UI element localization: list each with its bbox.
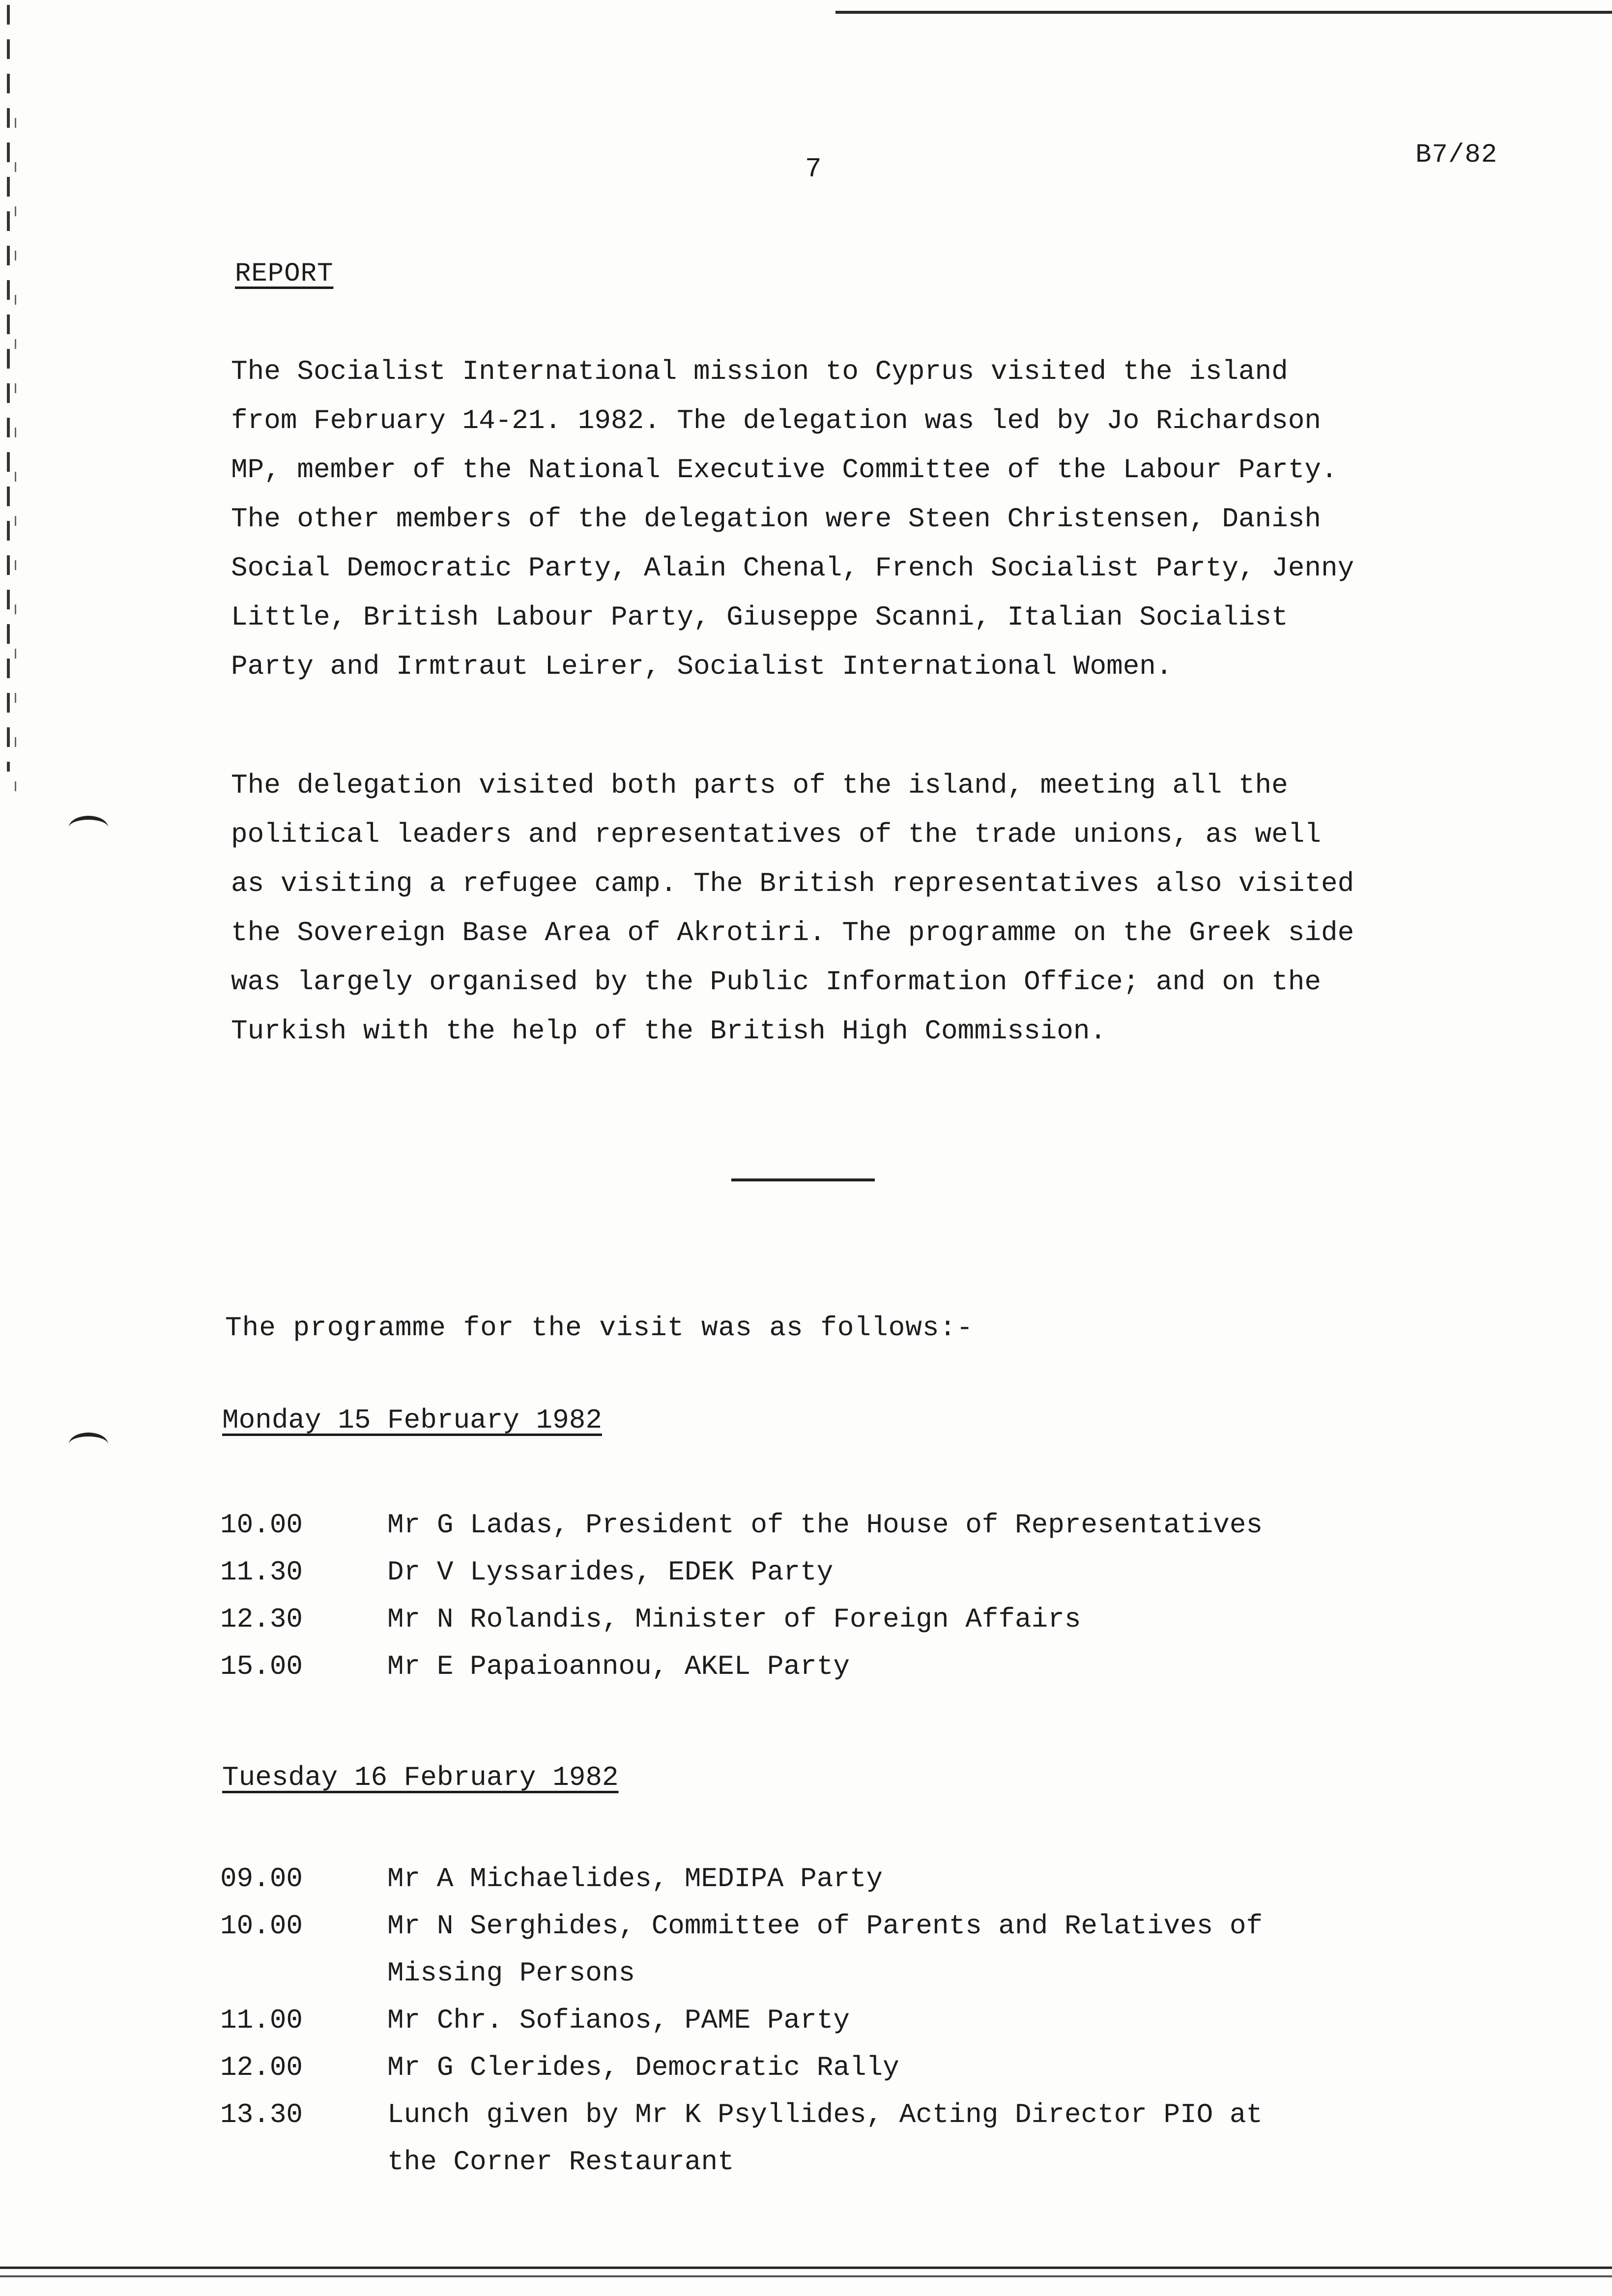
schedule-row — [220, 1643, 1498, 1690]
schedule-time: 11.00 — [220, 2005, 303, 2036]
schedule-time: 13.30 — [220, 2099, 303, 2130]
text-line: the Sovereign Base Area of Akrotiri. The programme on the Greek side — [231, 917, 1354, 948]
schedule-event — [387, 1596, 1081, 1643]
scan-edge-left — [7, 5, 10, 772]
event-line: the Corner Restaurant — [387, 2146, 734, 2178]
schedule-event — [387, 2044, 899, 2091]
scan-edge-left-inner — [15, 118, 16, 806]
day-title-tuesday: Tuesday 16 February 1982 — [222, 1762, 619, 1793]
event-line: Mr Chr. Sofianos, PAME Party — [387, 2005, 850, 2036]
schedule-time: 09.00 — [220, 1863, 303, 1894]
schedule-row — [220, 1997, 1498, 2044]
schedule-event — [387, 1997, 850, 2044]
event-line: Mr A Michaelides, MEDIPA Party — [387, 1863, 883, 1894]
schedule-row — [220, 2044, 1498, 2091]
schedule-time: 12.30 — [220, 1604, 303, 1635]
schedule-time: 12.00 — [220, 2052, 303, 2083]
paragraph-visit — [231, 761, 1430, 1056]
report-heading: REPORT — [235, 259, 334, 289]
schedule-row — [220, 1596, 1498, 1643]
paragraph-mission — [231, 347, 1430, 691]
schedule-event — [387, 2091, 1263, 2185]
punch-hole-mark — [69, 816, 108, 839]
scan-edge-bottom-inner — [0, 2275, 1612, 2277]
schedule-row — [220, 1855, 1498, 1902]
event-line: Missing Persons — [387, 1957, 635, 1989]
text-line: The delegation visited both parts of the island, meeting all the — [231, 770, 1288, 801]
page-number: 7 — [805, 153, 822, 185]
schedule-row — [220, 1902, 1498, 1997]
scan-edge-top — [835, 11, 1612, 14]
event-line: Mr N Serghides, Committee of Parents and Relatives of — [387, 1910, 1263, 1942]
event-line: Lunch given by Mr K Psyllides, Acting Director PIO at — [387, 2099, 1263, 2130]
text-line: Party and Irmtraut Leirer, Socialist International Women. — [231, 651, 1173, 682]
text-line: The other members of the delegation were Steen Christensen, Danish — [231, 503, 1321, 535]
schedule-row — [220, 2091, 1498, 2185]
schedule-time: 10.00 — [220, 1910, 303, 1942]
schedule-time: 15.00 — [220, 1651, 303, 1682]
document-reference: B7/82 — [1415, 140, 1498, 170]
text-line: was largely organised by the Public Information Office; and on the — [231, 966, 1321, 998]
schedule-event — [387, 1643, 850, 1690]
schedule-tuesday — [220, 1855, 1498, 2185]
schedule-time: 11.30 — [220, 1556, 303, 1588]
scan-edge-bottom — [0, 2267, 1612, 2269]
schedule-time: 10.00 — [220, 1509, 303, 1541]
text-line: Turkish with the help of the British High Commission. — [231, 1015, 1107, 1047]
schedule-monday — [220, 1501, 1498, 1690]
text-line: as visiting a refugee camp. The British representatives also visited — [231, 868, 1354, 899]
event-line: Mr E Papaioannou, AKEL Party — [387, 1651, 850, 1682]
text-line: The Socialist International mission to Cyprus visited the island — [231, 356, 1288, 387]
event-line: Mr G Clerides, Democratic Rally — [387, 2052, 899, 2083]
schedule-event — [387, 1902, 1263, 1997]
event-line: Mr N Rolandis, Minister of Foreign Affairs — [387, 1604, 1081, 1635]
event-line: Mr G Ladas, President of the House of Representatives — [387, 1509, 1263, 1541]
schedule-event — [387, 1501, 1263, 1549]
day-title-monday: Monday 15 February 1982 — [222, 1405, 602, 1436]
schedule-event — [387, 1855, 883, 1902]
text-line: Little, British Labour Party, Giuseppe Scanni, Italian Socialist — [231, 602, 1288, 633]
text-line: political leaders and representatives of the trade unions, as well — [231, 819, 1321, 850]
section-divider — [731, 1178, 875, 1181]
event-line: Dr V Lyssarides, EDEK Party — [387, 1556, 834, 1588]
programme-intro: The programme for the visit was as follows:- — [225, 1312, 974, 1344]
schedule-event — [387, 1549, 833, 1596]
schedule-row — [220, 1549, 1498, 1596]
schedule-row — [220, 1501, 1498, 1549]
text-line: MP, member of the National Executive Committee of the Labour Party. — [231, 454, 1338, 486]
text-line: Social Democratic Party, Alain Chenal, French Socialist Party, Jenny — [231, 552, 1354, 584]
text-line: from February 14-21. 1982. The delegation was led by Jo Richardson — [231, 405, 1321, 436]
punch-hole-mark — [69, 1433, 108, 1456]
